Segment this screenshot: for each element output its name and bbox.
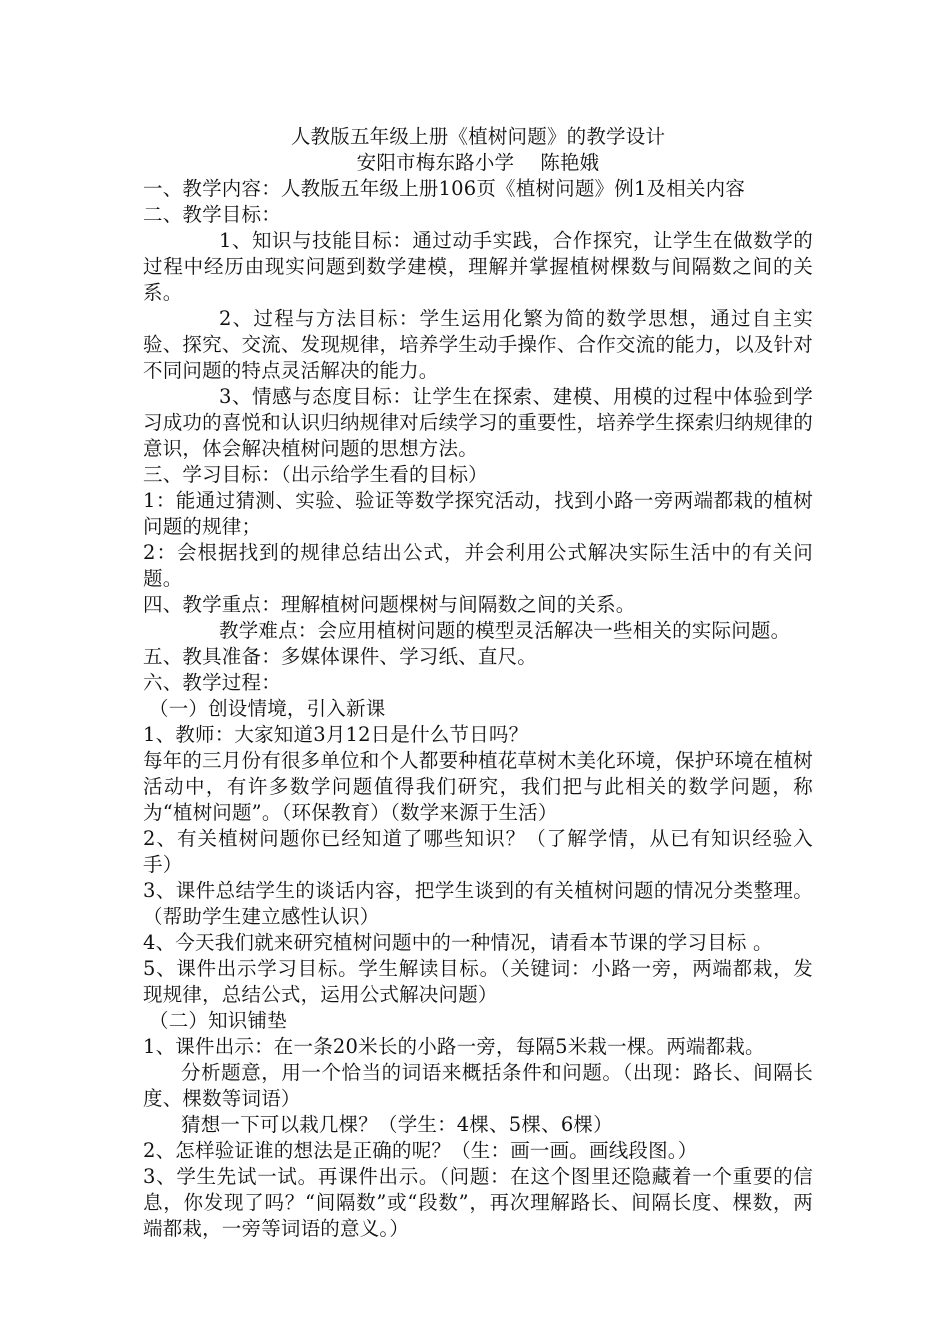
difficult-points: 教学难点：会应用植树问题的模型灵活解决一些相关的实际问题。: [219, 619, 791, 642]
section-teaching-content: 一、教学内容：人教版五年级上册106页《植树问题》例1及相关内容: [143, 177, 746, 200]
learning-goal-2: 2：会根据找到的规律总结出公式，并会利用公式解决实际生活中的有关问题。: [143, 541, 813, 590]
section-teaching-process: 六、教学过程：: [143, 671, 281, 694]
foundation-step-1-guess: 猜想一下可以栽几棵？（学生：4棵、5棵、6棵）: [181, 1113, 613, 1136]
process-step-1: 1、教师：大家知道3月12日是什么节日吗？: [143, 723, 529, 746]
section-key-points: 四、教学重点：理解植树问题棵树与间隔数之间的关系。: [143, 593, 636, 616]
subsection-knowledge-foundation: （二）知识铺垫: [149, 1009, 287, 1032]
learning-goal-1: 1：能通过猜测、实验、验证等数学探究活动，找到小路一旁两端都栽的植树问题的规律；: [143, 489, 813, 538]
document-author-line: [143, 150, 813, 176]
section-teaching-goals: 二、教学目标：: [143, 203, 281, 226]
goal-knowledge-skills: 1、知识与技能目标：通过动手实践，合作探究，让学生在做数学的过程中经历由现实问题到数学建模，理解并掌握植树棵数与间隔数之间的关系。: [143, 229, 813, 304]
foundation-step-1: 1、课件出示：在一条20米长的小路一旁，每隔5米栽一棵。两端都栽。: [143, 1035, 765, 1058]
section-learning-goals: 三、学习目标：（出示给学生看的目标）: [143, 463, 488, 486]
document-body: [143, 124, 813, 1242]
process-step-5: 5、课件出示学习目标。学生解读目标。（关键词：小路一旁，两端都栽，发现规律，总结公式，运用公式解决问题）: [143, 957, 813, 1006]
author-name: 陈艳娥: [540, 151, 600, 174]
process-step-1-detail: 每年的三月份有很多单位和个人都要种植花草树木美化环境，保护环境在植树活动中，有许多数学问题值得我们研究，我们把与此相关的数学问题，称为“植树问题”。（环保教育）（数学来源于生活）: [143, 749, 813, 824]
foundation-step-3: 3、学生先试一试。再课件出示。（问题：在这个图里还隐藏着一个重要的信息，你发现了吗？“间隔数”或“段数”，再次理解路长、间隔长度、棵数，两端都栽，一旁等词语的意义。）: [143, 1165, 813, 1240]
foundation-step-2: 2、怎样验证谁的想法是正确的呢？（生：画一画。画线段图。）: [143, 1139, 698, 1162]
section-teaching-aids: 五、教具准备：多媒体课件、学习纸、直尺。: [143, 645, 538, 668]
subsection-create-scenario: （一）创设情境，引入新课: [149, 697, 386, 720]
goal-emotion-attitude: 3、情感与态度目标：让学生在探索、建模、用模的过程中体验到学习成功的喜悦和认识归纳规律对后续学习的重要性，培养学生探索归纳规律的意识，体会解决植树问题的思想方法。: [143, 385, 813, 460]
author-school: 安阳市梅东路小学: [356, 151, 515, 174]
foundation-step-1-analysis: 分析题意，用一个恰当的词语来概括条件和问题。（出现：路长、间隔长度、棵数等词语）: [143, 1061, 813, 1110]
process-step-4: 4、今天我们就来研究植树问题中的一种情况，请看本节课的学习目标 。: [143, 931, 773, 954]
document-title: 人教版五年级上册《植树问题》的教学设计: [290, 125, 666, 148]
goal-process-method: 2、过程与方法目标：学生运用化繁为简的数学思想，通过自主实验、探究、交流、发现规律，培养学生动手操作、合作交流的能力，以及针对不同问题的特点灵活解决的能力。: [143, 307, 813, 382]
process-step-2: 2、有关植树问题你已经知道了哪些知识？（了解学情，从已有知识经验入手）: [143, 827, 813, 876]
process-step-3: 3、课件总结学生的谈话内容，把学生谈到的有关植树问题的情况分类整理。（帮助学生建立感性认识）: [143, 879, 813, 928]
